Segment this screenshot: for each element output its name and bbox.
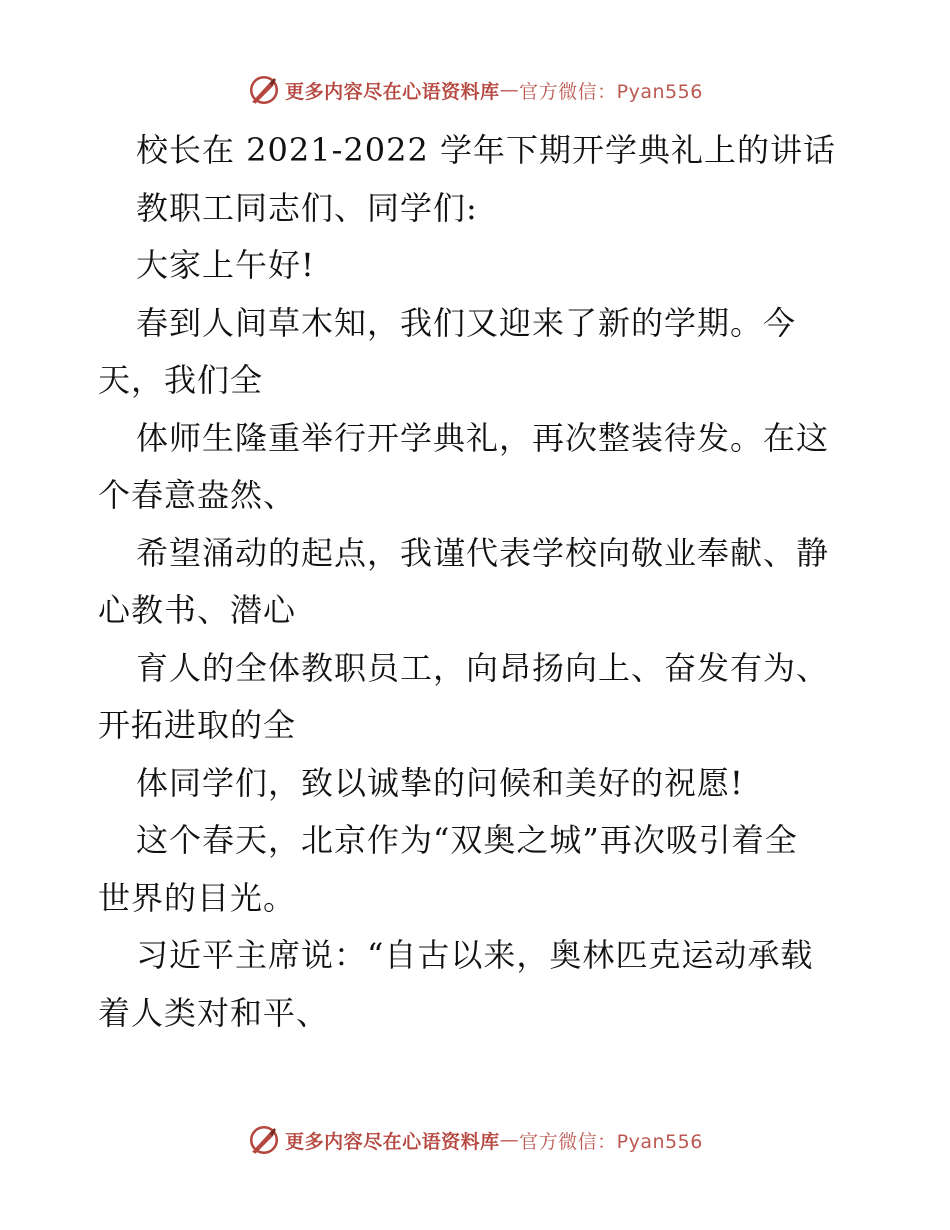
- text-line: 希望涌动的起点，我谨代表学校向敬业奉献、静: [136, 533, 830, 572]
- watermark-dash: —: [499, 1129, 520, 1151]
- watermark-text: 更多内容尽在心语资料库: [285, 80, 500, 103]
- text-line: 着人类对和平、: [98, 993, 330, 1032]
- text-line: 体同学们，致以诚挚的问候和美好的祝愿!: [136, 763, 744, 802]
- text-line: 开拓进取的全: [98, 706, 297, 744]
- pen-logo-icon: [247, 73, 281, 107]
- greeting: 大家上午好!: [136, 246, 315, 284]
- watermark-footer: [0, 1120, 950, 1160]
- watermark-dash: —: [499, 79, 520, 101]
- text-line: 春到人间草木知，我们又迎来了新的学期。今: [136, 303, 797, 342]
- text-line: 个春意盎然、: [98, 476, 297, 514]
- watermark-wechat: 官方微信：Pyan556: [519, 80, 703, 103]
- pen-logo-icon: [247, 1123, 281, 1157]
- text-line: 心教书、潜心: [98, 591, 297, 629]
- speech-title: 校长在 2021-2022 学年下期开学典礼上的讲话: [136, 131, 837, 169]
- text-line: 习近平主席说：“自古以来，奥林匹克运动承载: [136, 936, 814, 974]
- watermark-header: [0, 70, 950, 110]
- watermark-wechat: 官方微信：Pyan556: [519, 1130, 703, 1153]
- text-line: 育人的全体教职员工，向昂扬向上、奋发有为、: [136, 648, 830, 687]
- document-body: [98, 122, 858, 1042]
- text-line: 天，我们全: [98, 361, 264, 399]
- watermark-text: 更多内容尽在心语资料库: [285, 1130, 500, 1153]
- text-line: 世界的目光。: [98, 878, 297, 917]
- text-line: 体师生隆重举行开学典礼，再次整装待发。在这: [136, 418, 830, 457]
- text-line: 这个春天，北京作为“双奥之城”再次吸引着全: [136, 821, 798, 859]
- salutation: 教职工同志们、同学们:: [136, 188, 478, 227]
